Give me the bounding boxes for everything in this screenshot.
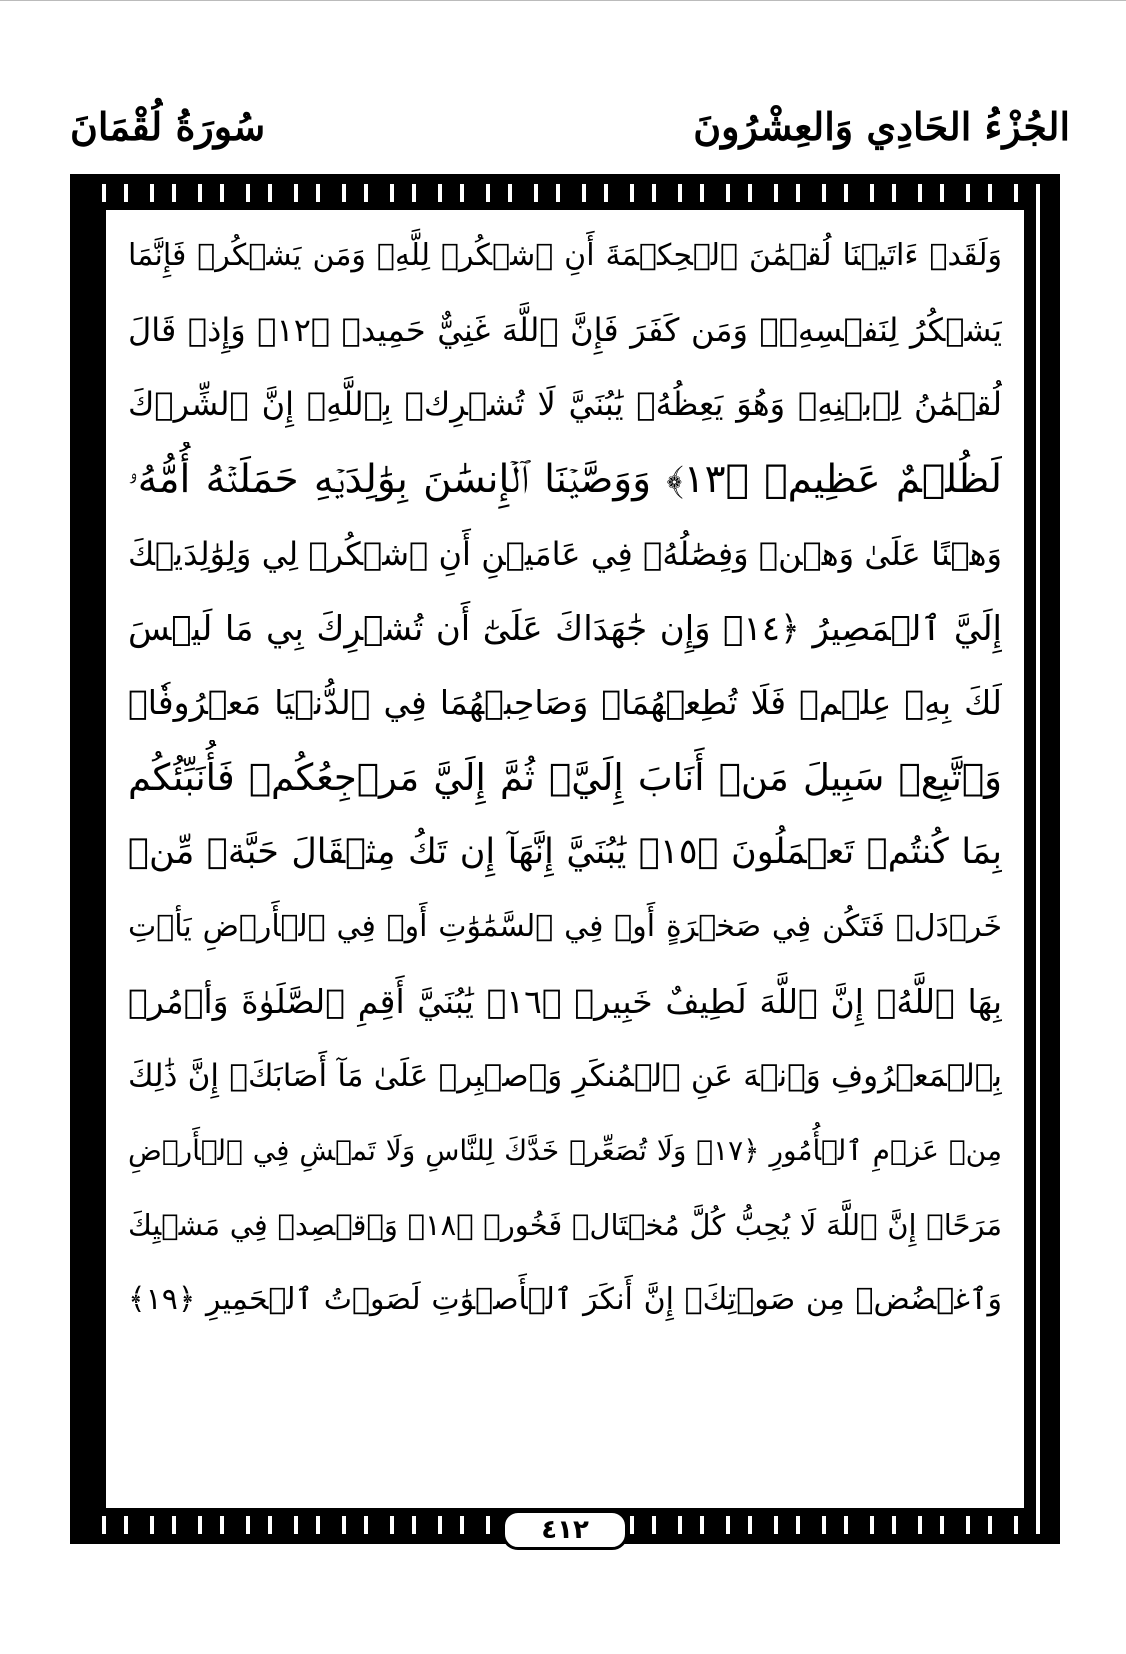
text-line: وَٱتَّبِعۡ سَبِيلَ مَنۡ أَنَابَ إِلَيَّۚ ثُمَّ إِلَيَّ مَرۡجِعُكُمۡ فَأُنَبِّئُكُم: [128, 755, 1002, 799]
text-line: وَٱغۡضُضۡ مِن صَوۡتِكَۚ إِنَّ أَنكَرَ ٱلۡأَصۡوَٰتِ لَصَوۡتُ ٱلۡحَمِيرِ ﴿١٩﴾: [128, 1282, 1002, 1318]
frame-inner: [98, 202, 1032, 1516]
surah-title: سُورَةُ لُقْمَانَ: [70, 104, 266, 149]
text-line: بِٱلۡمَعۡرُوفِ وَٱنۡهَ عَنِ ٱلۡمُنكَرِ وَٱصۡبِرۡ عَلَىٰ مَآ أَصَابَكَۖ إِنَّ ذَٰلِكَ: [128, 1057, 1002, 1094]
text-line: لَظُلۡمٌ عَظِيمٞ ﴿١٣﴾ وَوَصَّيۡنَا ٱلۡإِنسَٰنَ بِوَٰلِدَيۡهِ حَمَلَتۡهُ أُمُّهُۥ: [128, 456, 1002, 502]
ornamental-frame: [70, 174, 1060, 1544]
top-rule: [0, 0, 1126, 4]
text-line: مِنۡ عَزۡمِ ٱلۡأُمُورِ ﴿١٧﴾ وَلَا تُصَعِّرۡ خَدَّكَ لِلنَّاسِ وَلَا تَمۡشِ فِي ٱلۡأَرۡضِ: [128, 1133, 1002, 1167]
text-line: بِهَا ٱللَّهُۚ إِنَّ ٱللَّهَ لَطِيفٌ خَبِيرٞ ﴿١٦﴾ يَٰبُنَيَّ أَقِمِ ٱلصَّلَوٰةَ وَأۡمُرۡ: [128, 981, 1002, 1021]
text-line: إِلَيَّ ٱلۡمَصِيرُ ﴿١٤﴾ وَإِن جَٰهَدَاكَ عَلَىٰٓ أَن تُشۡرِكَ بِي مَا لَيۡسَ: [128, 608, 1002, 649]
page-number: ٤١٢: [502, 1510, 628, 1550]
text-line: لُقۡمَٰنُ لِٱبۡنِهِۦ وَهُوَ يَعِظُهُۥ يَٰبُنَيَّ لَا تُشۡرِكۡ بِٱللَّهِۖ إِنَّ ٱلشِّرۡكَ: [128, 385, 1002, 424]
text-line: يَشۡكُرُ لِنَفۡسِهِۦۖ وَمَن كَفَرَ فَإِنَّ ٱللَّهَ غَنِيٌّ حَمِيدٞ ﴿١٢﴾ وَإِذۡ قَالَ: [128, 310, 1002, 349]
text-line: مَرَحًاۖ إِنَّ ٱللَّهَ لَا يُحِبُّ كُلَّ مُخۡتَالٖ فَخُورٖ ﴿١٨﴾ وَٱقۡصِدۡ فِي مَشۡيِكَ: [128, 1208, 1002, 1243]
verse-lines: [128, 218, 1002, 1498]
page-header: [70, 100, 1070, 160]
text-line: وَهۡنًا عَلَىٰ وَهۡنٖ وَفِصَٰلُهُۥ فِي عَامَيۡنِ أَنِ ٱشۡكُرۡ لِي وَلِوَٰلِدَيۡكَ: [128, 534, 1002, 573]
text-line: لَكَ بِهِۦ عِلۡمٞ فَلَا تُطِعۡهُمَاۖ وَصَاحِبۡهُمَا فِي ٱلدُّنۡيَا مَعۡرُوفٗاۖ: [128, 683, 1002, 723]
text-panel: [104, 208, 1026, 1510]
text-line: وَلَقَدۡ ءَاتَيۡنَا لُقۡمَٰنَ ٱلۡحِكۡمَةَ أَنِ ٱشۡكُرۡ لِلَّهِۚ وَمَن يَشۡكُرۡ فَإِنَّمَا: [128, 237, 1002, 273]
juz-title: الجُزْءُ الحَادِي وَالعِشْرُونَ: [693, 104, 1070, 149]
text-line: بِمَا كُنتُمۡ تَعۡمَلُونَ ﴿١٥﴾ يَٰبُنَيَّ إِنَّهَآ إِن تَكُ مِثۡقَالَ حَبَّةٖ مِّنۡ: [128, 832, 1002, 873]
text-line: خَرۡدَلٖ فَتَكُن فِي صَخۡرَةٍ أَوۡ فِي ٱلسَّمَٰوَٰتِ أَوۡ فِي ٱلۡأَرۡضِ يَأۡتِ: [128, 909, 1002, 945]
